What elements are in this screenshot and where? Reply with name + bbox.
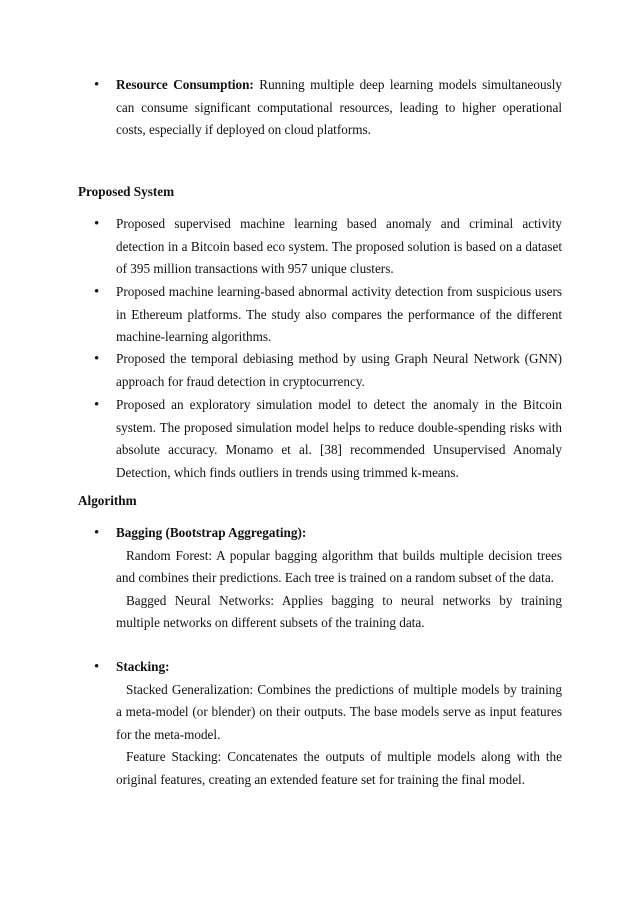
stacking-title: • Stacking: xyxy=(116,659,170,674)
resource-consumption-term: Resource Consumption: xyxy=(116,77,254,92)
proposed-item-2: • Proposed machine learning-based abnormal activity detection from suspicious users in Ethereum platforms. The study also compares the performance of the different machine-learning algorithms. xyxy=(116,281,562,349)
stacking-generalization: Stacked Generalization: Combines the predictions of multiple models by training a meta-model (or blender) on their outputs. The base models serve as input features for the meta-model. xyxy=(116,681,562,742)
feature-stacking: Feature Stacking: Concatenates the outputs of multiple models along with the original features, creating an extended feature set for training the final model. xyxy=(116,749,562,787)
resource-consumption-text: Running multiple deep learning models simultaneously can consume significant computational resources, leading to higher operational costs, especially if deployed on cloud platforms. xyxy=(116,77,562,138)
bagging-bullet xyxy=(116,522,562,635)
resource-consumption-bullet xyxy=(116,74,562,142)
proposed-item-4: • Proposed an exploratory simulation model to detect the anomaly in the Bitcoin system. The proposed simulation model helps to reduce double-spending risks with absolute accuracy. Monamo et al. [38] recommended Unsupervised Anomaly Detection, which finds outliers in trends using trimmed k-means. xyxy=(116,394,562,484)
bagging-title: • Bagging (Bootstrap Aggregating): xyxy=(116,525,307,540)
bagging-random-forest: Random Forest: A popular bagging algorithm that builds multiple decision trees and combines their predictions. Each tree is trained on a random subset of the data. xyxy=(116,547,562,586)
proposed-item-3: • Proposed the temporal debiasing method by using Graph Neural Network (GNN) approach for fraud detection in cryptocurrency. xyxy=(116,348,562,393)
proposed-system-heading: Proposed System xyxy=(78,184,175,199)
bagging-neural-networks: Bagged Neural Networks: Applies bagging to neural networks by training multiple networks on different subsets of the training data. xyxy=(116,592,562,631)
proposed-item-1: • Proposed supervised machine learning based anomaly and criminal activity detection in a Bitcoin based eco system. The proposed solution is based on a dataset of 395 million transactions with 957 unique clusters. xyxy=(116,213,562,281)
stacking-bullet xyxy=(116,656,562,792)
algorithm-heading: Algorithm xyxy=(78,493,137,508)
